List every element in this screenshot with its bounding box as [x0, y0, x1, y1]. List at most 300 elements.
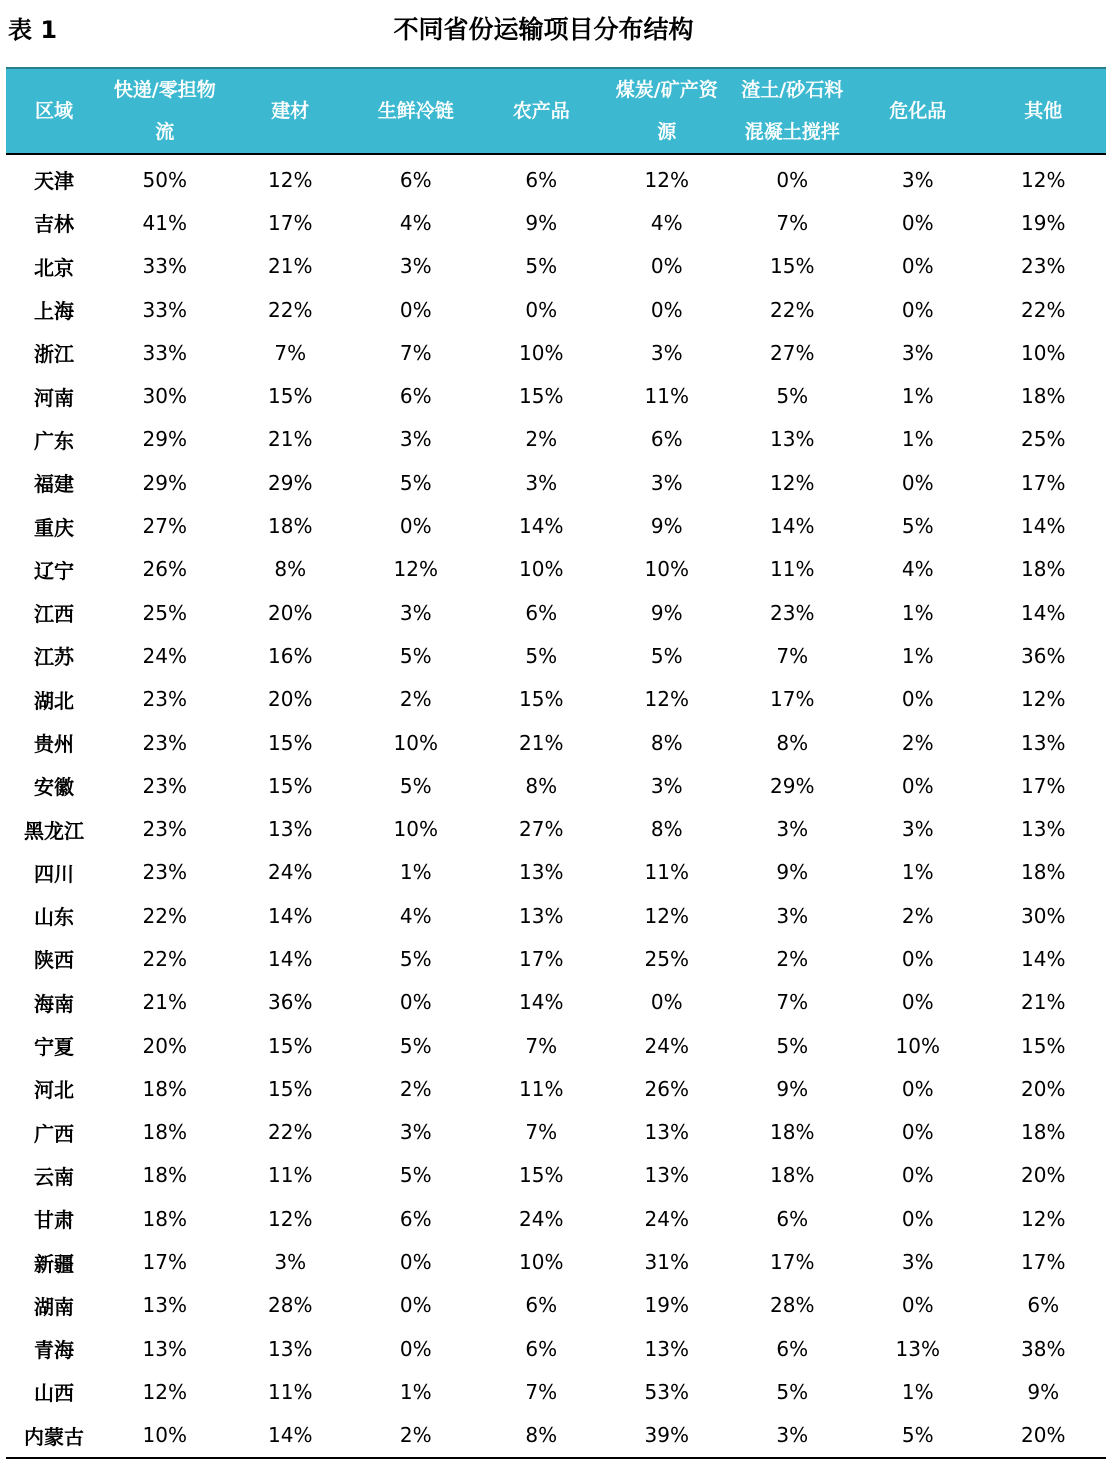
cell-building-materials: 13%: [268, 817, 313, 842]
cell-express: 29%: [142, 470, 187, 495]
cell-building-materials: 21%: [268, 254, 313, 279]
cell-agri-products: 10%: [519, 557, 564, 582]
cell-coal-minerals: 53%: [644, 1379, 689, 1404]
cell-agri-products: 8%: [525, 773, 558, 798]
cell-agri-products: 27%: [519, 817, 564, 842]
cell-building-materials: 16%: [268, 643, 313, 668]
cell-express: 18%: [142, 1163, 187, 1188]
cell-other: 18%: [1021, 557, 1066, 582]
cell-building-materials: 15%: [268, 1076, 313, 1101]
cell-agri-products: 15%: [519, 687, 564, 712]
cell-muck-sand-concrete: 15%: [770, 254, 815, 279]
column-header-line1: 生鲜冷链: [377, 100, 454, 122]
cell-other: 30%: [1021, 903, 1066, 928]
cell-muck-sand-concrete: 8%: [776, 730, 809, 755]
cell-coal-minerals: 13%: [644, 1120, 689, 1145]
cell-coal-minerals: 0%: [650, 990, 683, 1015]
cell-cold-chain: 0%: [399, 1293, 432, 1318]
table-row: [6, 981, 1106, 1024]
cell-muck-sand-concrete: 12%: [770, 470, 815, 495]
table-row: [6, 1240, 1106, 1283]
cell-building-materials: 11%: [268, 1163, 313, 1188]
table-row: [6, 1197, 1106, 1240]
column-header-building-materials: [228, 68, 354, 154]
region-cell: 河北: [34, 1078, 74, 1103]
region-cell: 辽宁: [34, 558, 74, 583]
cell-coal-minerals: 26%: [644, 1076, 689, 1101]
cell-other: 22%: [1021, 297, 1066, 322]
cell-express: 10%: [102, 1414, 228, 1458]
cell-agri-products: 5%: [525, 643, 558, 668]
cell-other: 20%: [981, 1414, 1107, 1458]
table-row: [6, 678, 1106, 721]
cell-express: 22%: [142, 903, 187, 928]
cell-coal-minerals: 25%: [644, 946, 689, 971]
cell-coal-minerals: 6%: [650, 427, 683, 452]
cell-cold-chain: 2%: [353, 1414, 479, 1458]
cell-express: 18%: [142, 1076, 187, 1101]
cell-coal-minerals: 11%: [644, 860, 689, 885]
cell-agri-products: 6%: [525, 167, 558, 192]
cell-muck-sand-concrete: 17%: [770, 1250, 815, 1275]
cell-express: 30%: [142, 384, 187, 409]
cell-hazmat: 10%: [895, 1033, 940, 1058]
cell-building-materials: 22%: [268, 1120, 313, 1145]
region-cell: 江苏: [34, 645, 74, 670]
cell-hazmat: 3%: [901, 817, 934, 842]
cell-cold-chain: 6%: [399, 384, 432, 409]
column-header-line1: 区域: [34, 100, 73, 122]
cell-building-materials: 28%: [268, 1293, 313, 1318]
cell-express: 50%: [142, 167, 187, 192]
cell-building-materials: 21%: [268, 427, 313, 452]
cell-agri-products: 7%: [525, 1379, 558, 1404]
cell-agri-products: 13%: [519, 860, 564, 885]
region-cell: 广东: [34, 428, 74, 453]
cell-other: 38%: [1021, 1336, 1066, 1361]
cell-other: 21%: [1021, 990, 1066, 1015]
cell-express: 41%: [142, 210, 187, 235]
column-header-cold-chain: [353, 68, 479, 154]
cell-muck-sand-concrete: 18%: [770, 1163, 815, 1188]
cell-express: 21%: [142, 990, 187, 1015]
cell-coal-minerals: 3%: [650, 340, 683, 365]
cell-building-materials: 3%: [274, 1250, 307, 1275]
cell-agri-products: 24%: [519, 1206, 564, 1231]
table-row: [6, 1111, 1106, 1154]
cell-other: 18%: [1021, 384, 1066, 409]
cell-express: 33%: [142, 254, 187, 279]
cell-agri-products: 6%: [525, 1293, 558, 1318]
table-row: [6, 591, 1106, 634]
region-cell: 海南: [34, 991, 74, 1016]
cell-express: 27%: [142, 514, 187, 539]
cell-muck-sand-concrete: 2%: [776, 946, 809, 971]
cell-coal-minerals: 4%: [650, 210, 683, 235]
cell-cold-chain: 10%: [393, 817, 438, 842]
cell-other: 13%: [1021, 817, 1066, 842]
cell-cold-chain: 6%: [399, 167, 432, 192]
cell-cold-chain: 5%: [399, 643, 432, 668]
cell-hazmat: 1%: [901, 643, 934, 668]
cell-hazmat: 0%: [901, 1206, 934, 1231]
cell-cold-chain: 0%: [399, 1336, 432, 1361]
column-header-express: [102, 68, 228, 154]
table-row: [6, 937, 1106, 980]
cell-agri-products: 5%: [525, 254, 558, 279]
cell-building-materials: 24%: [268, 860, 313, 885]
table-title-text: 不同省份运输项目分布结构: [393, 15, 694, 44]
cell-muck-sand-concrete: 9%: [776, 1076, 809, 1101]
cell-muck-sand-concrete: 9%: [776, 860, 809, 885]
table-row: [6, 721, 1106, 764]
cell-hazmat: 0%: [901, 1076, 934, 1101]
cell-cold-chain: 5%: [399, 1033, 432, 1058]
cell-hazmat: 0%: [901, 946, 934, 971]
table-row: [6, 1067, 1106, 1110]
column-header-line1: 快递/零担物: [113, 79, 216, 101]
cell-muck-sand-concrete: 7%: [776, 990, 809, 1015]
cell-cold-chain: 7%: [399, 340, 432, 365]
region-cell: 天津: [34, 169, 74, 194]
cell-other: 18%: [1021, 860, 1066, 885]
cell-agri-products: 17%: [519, 946, 564, 971]
cell-hazmat: 3%: [901, 167, 934, 192]
cell-hazmat: 5%: [901, 514, 934, 539]
cell-cold-chain: 3%: [399, 600, 432, 625]
cell-hazmat: 0%: [901, 254, 934, 279]
cell-other: 12%: [1021, 1206, 1066, 1231]
cell-express: 24%: [142, 643, 187, 668]
cell-agri-products: 2%: [525, 427, 558, 452]
cell-express: 22%: [142, 946, 187, 971]
cell-other: 20%: [1021, 1076, 1066, 1101]
column-header-other: [981, 68, 1107, 154]
cell-building-materials: 15%: [268, 773, 313, 798]
cell-muck-sand-concrete: 11%: [770, 557, 815, 582]
cell-hazmat: 1%: [901, 427, 934, 452]
cell-muck-sand-concrete: 6%: [776, 1206, 809, 1231]
table-row: [6, 504, 1106, 547]
cell-hazmat: 1%: [901, 384, 934, 409]
cell-coal-minerals: 8%: [650, 817, 683, 842]
cell-hazmat: 0%: [901, 773, 934, 798]
cell-agri-products: 13%: [519, 903, 564, 928]
cell-cold-chain: 4%: [399, 903, 432, 928]
region-cell: 山西: [34, 1381, 74, 1406]
cell-muck-sand-concrete: 3%: [776, 817, 809, 842]
table-row: [6, 548, 1106, 591]
cell-hazmat: 2%: [901, 903, 934, 928]
cell-building-materials: 8%: [274, 557, 307, 582]
cell-coal-minerals: 0%: [650, 254, 683, 279]
cell-cold-chain: 5%: [399, 1163, 432, 1188]
region-cell: 河南: [34, 385, 74, 410]
region-cell: 宁夏: [34, 1035, 74, 1060]
cell-cold-chain: 2%: [399, 687, 432, 712]
table-body: [6, 154, 1106, 1458]
cell-coal-minerals: 24%: [644, 1033, 689, 1058]
cell-express: 23%: [142, 773, 187, 798]
cell-express: 23%: [142, 860, 187, 885]
header-row: [6, 68, 1106, 154]
table-row: [6, 807, 1106, 850]
cell-other: 25%: [1021, 427, 1066, 452]
cell-building-materials: 12%: [268, 167, 313, 192]
table-row: [6, 374, 1106, 417]
cell-cold-chain: 3%: [399, 427, 432, 452]
cell-agri-products: 7%: [525, 1033, 558, 1058]
cell-coal-minerals: 13%: [644, 1336, 689, 1361]
cell-building-materials: 14%: [228, 1414, 354, 1458]
region-cell: 黑龙江: [24, 818, 84, 843]
cell-express: 29%: [142, 427, 187, 452]
cell-building-materials: 11%: [268, 1379, 313, 1404]
cell-express: 26%: [142, 557, 187, 582]
cell-other: 13%: [1021, 730, 1066, 755]
cell-cold-chain: 0%: [399, 514, 432, 539]
cell-agri-products: 10%: [519, 340, 564, 365]
cell-muck-sand-concrete: 3%: [776, 903, 809, 928]
region-cell: 江西: [34, 602, 74, 627]
cell-hazmat: 3%: [901, 1250, 934, 1275]
cell-coal-minerals: 3%: [650, 470, 683, 495]
cell-other: 17%: [1021, 1250, 1066, 1275]
table-row: [6, 1154, 1106, 1197]
cell-agri-products: 8%: [479, 1414, 605, 1458]
cell-coal-minerals: 5%: [650, 643, 683, 668]
region-cell: 贵州: [34, 732, 74, 756]
cell-hazmat: 2%: [901, 730, 934, 755]
cell-cold-chain: 1%: [399, 860, 432, 885]
region-cell: 新疆: [34, 1251, 74, 1276]
cell-building-materials: 12%: [268, 1206, 313, 1231]
cell-building-materials: 15%: [268, 1033, 313, 1058]
cell-muck-sand-concrete: 3%: [730, 1414, 856, 1458]
cell-building-materials: 20%: [268, 687, 313, 712]
cell-muck-sand-concrete: 18%: [770, 1120, 815, 1145]
cell-agri-products: 14%: [519, 990, 564, 1015]
column-header-line1: 渣土/砂石料: [741, 79, 844, 101]
cell-coal-minerals: 3%: [650, 773, 683, 798]
region-cell: 浙江: [34, 342, 74, 367]
cell-cold-chain: 0%: [399, 990, 432, 1015]
cell-express: 18%: [142, 1206, 187, 1231]
column-header-muck-sand-concrete: [730, 68, 856, 154]
cell-hazmat: 0%: [901, 1120, 934, 1145]
cell-agri-products: 7%: [525, 1120, 558, 1145]
cell-coal-minerals: 24%: [644, 1206, 689, 1231]
cell-express: 18%: [142, 1120, 187, 1145]
table-row: [6, 764, 1106, 807]
cell-agri-products: 10%: [519, 1250, 564, 1275]
cell-cold-chain: 2%: [399, 1076, 432, 1101]
region-cell: 云南: [34, 1164, 74, 1189]
column-header-agri-products: [479, 68, 605, 154]
cell-other: 12%: [1021, 687, 1066, 712]
cell-coal-minerals: 19%: [644, 1293, 689, 1318]
cell-hazmat: 0%: [901, 297, 934, 322]
cell-other: 20%: [1021, 1163, 1066, 1188]
column-header-line1: 煤炭/矿产资: [615, 79, 718, 101]
cell-building-materials: 13%: [268, 1336, 313, 1361]
cell-other: 15%: [1021, 1033, 1066, 1058]
cell-muck-sand-concrete: 5%: [776, 384, 809, 409]
cell-cold-chain: 10%: [393, 730, 438, 755]
cell-building-materials: 18%: [268, 514, 313, 539]
table-row: [6, 851, 1106, 894]
column-header-line2: 混凝土搅拌: [744, 121, 840, 143]
cell-muck-sand-concrete: 7%: [776, 210, 809, 235]
region-cell: 上海: [34, 299, 74, 324]
cell-coal-minerals: 39%: [604, 1414, 730, 1458]
cell-building-materials: 29%: [268, 470, 313, 495]
cell-cold-chain: 12%: [393, 557, 438, 582]
cell-coal-minerals: 8%: [650, 730, 683, 755]
cell-agri-products: 6%: [525, 600, 558, 625]
cell-other: 6%: [1027, 1293, 1060, 1318]
cell-other: 12%: [1021, 167, 1066, 192]
region-cell: 吉林: [34, 212, 74, 237]
region-cell: 重庆: [34, 515, 74, 540]
cell-hazmat: 1%: [901, 860, 934, 885]
region-cell: 福建: [34, 472, 74, 497]
table-row: [6, 1024, 1106, 1067]
cell-muck-sand-concrete: 5%: [776, 1379, 809, 1404]
cell-muck-sand-concrete: 17%: [770, 687, 815, 712]
transport-distribution-table: [6, 67, 1106, 1459]
cell-building-materials: 15%: [268, 730, 313, 755]
cell-hazmat: 1%: [901, 600, 934, 625]
table-row: [6, 634, 1106, 677]
column-header-line1: 建材: [271, 100, 310, 122]
cell-other: 18%: [1021, 1120, 1066, 1145]
cell-cold-chain: 0%: [399, 297, 432, 322]
cell-cold-chain: 1%: [399, 1379, 432, 1404]
cell-other: 17%: [1021, 773, 1066, 798]
cell-building-materials: 20%: [268, 600, 313, 625]
cell-coal-minerals: 9%: [650, 600, 683, 625]
cell-agri-products: 15%: [519, 1163, 564, 1188]
region-cell: 青海: [34, 1338, 74, 1363]
cell-express: 13%: [142, 1336, 187, 1361]
cell-hazmat: 0%: [901, 210, 934, 235]
cell-agri-products: 0%: [525, 297, 558, 322]
cell-coal-minerals: 12%: [644, 687, 689, 712]
cell-other: 23%: [1021, 254, 1066, 279]
cell-cold-chain: 4%: [399, 210, 432, 235]
region-cell: 广西: [34, 1121, 74, 1146]
cell-building-materials: 14%: [268, 946, 313, 971]
region-cell: 山东: [34, 905, 74, 930]
cell-muck-sand-concrete: 6%: [776, 1336, 809, 1361]
cell-express: 33%: [142, 340, 187, 365]
table-row: [6, 245, 1106, 288]
region-cell: 四川: [34, 861, 74, 886]
cell-express: 17%: [142, 1250, 187, 1275]
region-cell: 陕西: [34, 948, 74, 973]
cell-other: 14%: [1021, 514, 1066, 539]
column-header-line1: 其他: [1024, 100, 1063, 122]
cell-muck-sand-concrete: 28%: [770, 1293, 815, 1318]
cell-other: 14%: [1021, 946, 1066, 971]
cell-hazmat: 4%: [901, 557, 934, 582]
cell-hazmat: 0%: [901, 1163, 934, 1188]
cell-building-materials: 22%: [268, 297, 313, 322]
cell-coal-minerals: 12%: [644, 167, 689, 192]
cell-express: 23%: [142, 730, 187, 755]
column-header-line2: 流: [155, 121, 175, 143]
cell-express: 12%: [142, 1379, 187, 1404]
cell-cold-chain: 3%: [399, 254, 432, 279]
cell-muck-sand-concrete: 7%: [776, 643, 809, 668]
region-cell: 湖南: [34, 1294, 74, 1319]
cell-cold-chain: 5%: [399, 946, 432, 971]
cell-muck-sand-concrete: 13%: [770, 427, 815, 452]
cell-building-materials: 7%: [274, 340, 307, 365]
cell-other: 10%: [1021, 340, 1066, 365]
cell-coal-minerals: 13%: [644, 1163, 689, 1188]
cell-hazmat: 1%: [901, 1379, 934, 1404]
cell-agri-products: 6%: [525, 1336, 558, 1361]
table-row: [6, 894, 1106, 937]
cell-hazmat: 0%: [901, 687, 934, 712]
cell-coal-minerals: 11%: [644, 384, 689, 409]
cell-hazmat: 0%: [901, 470, 934, 495]
cell-muck-sand-concrete: 5%: [776, 1033, 809, 1058]
cell-express: 33%: [142, 297, 187, 322]
cell-muck-sand-concrete: 14%: [770, 514, 815, 539]
table-row: [6, 1327, 1106, 1370]
cell-hazmat: 5%: [855, 1414, 981, 1458]
table-row: [6, 461, 1106, 504]
cell-agri-products: 15%: [519, 384, 564, 409]
cell-building-materials: 14%: [268, 903, 313, 928]
region-cell: 甘肃: [34, 1208, 74, 1233]
cell-muck-sand-concrete: 29%: [770, 773, 815, 798]
cell-hazmat: 13%: [895, 1336, 940, 1361]
cell-other: 19%: [1021, 210, 1066, 235]
cell-cold-chain: 5%: [399, 773, 432, 798]
table-row: [6, 1284, 1106, 1327]
cell-express: 23%: [142, 817, 187, 842]
table-title: [0, 10, 1113, 46]
table-row: [6, 331, 1106, 374]
cell-agri-products: 11%: [519, 1076, 564, 1101]
cell-building-materials: 15%: [268, 384, 313, 409]
cell-coal-minerals: 31%: [644, 1250, 689, 1275]
cell-coal-minerals: 9%: [650, 514, 683, 539]
region-cell: 内蒙古: [6, 1414, 102, 1458]
column-header-line2: 源: [657, 121, 677, 143]
cell-other: 9%: [1027, 1379, 1060, 1404]
cell-other: 36%: [1021, 643, 1066, 668]
cell-coal-minerals: 10%: [644, 557, 689, 582]
cell-other: 14%: [1021, 600, 1066, 625]
cell-agri-products: 9%: [525, 210, 558, 235]
cell-hazmat: 0%: [901, 990, 934, 1015]
cell-muck-sand-concrete: 22%: [770, 297, 815, 322]
table-row: [6, 418, 1106, 461]
column-header-region: [6, 68, 102, 154]
cell-muck-sand-concrete: 0%: [776, 167, 809, 192]
table-row: [6, 201, 1106, 244]
table-row: [6, 1370, 1106, 1413]
table-header: [6, 68, 1106, 154]
table-row: [6, 154, 1106, 201]
cell-cold-chain: 0%: [399, 1250, 432, 1275]
cell-cold-chain: 6%: [399, 1206, 432, 1231]
